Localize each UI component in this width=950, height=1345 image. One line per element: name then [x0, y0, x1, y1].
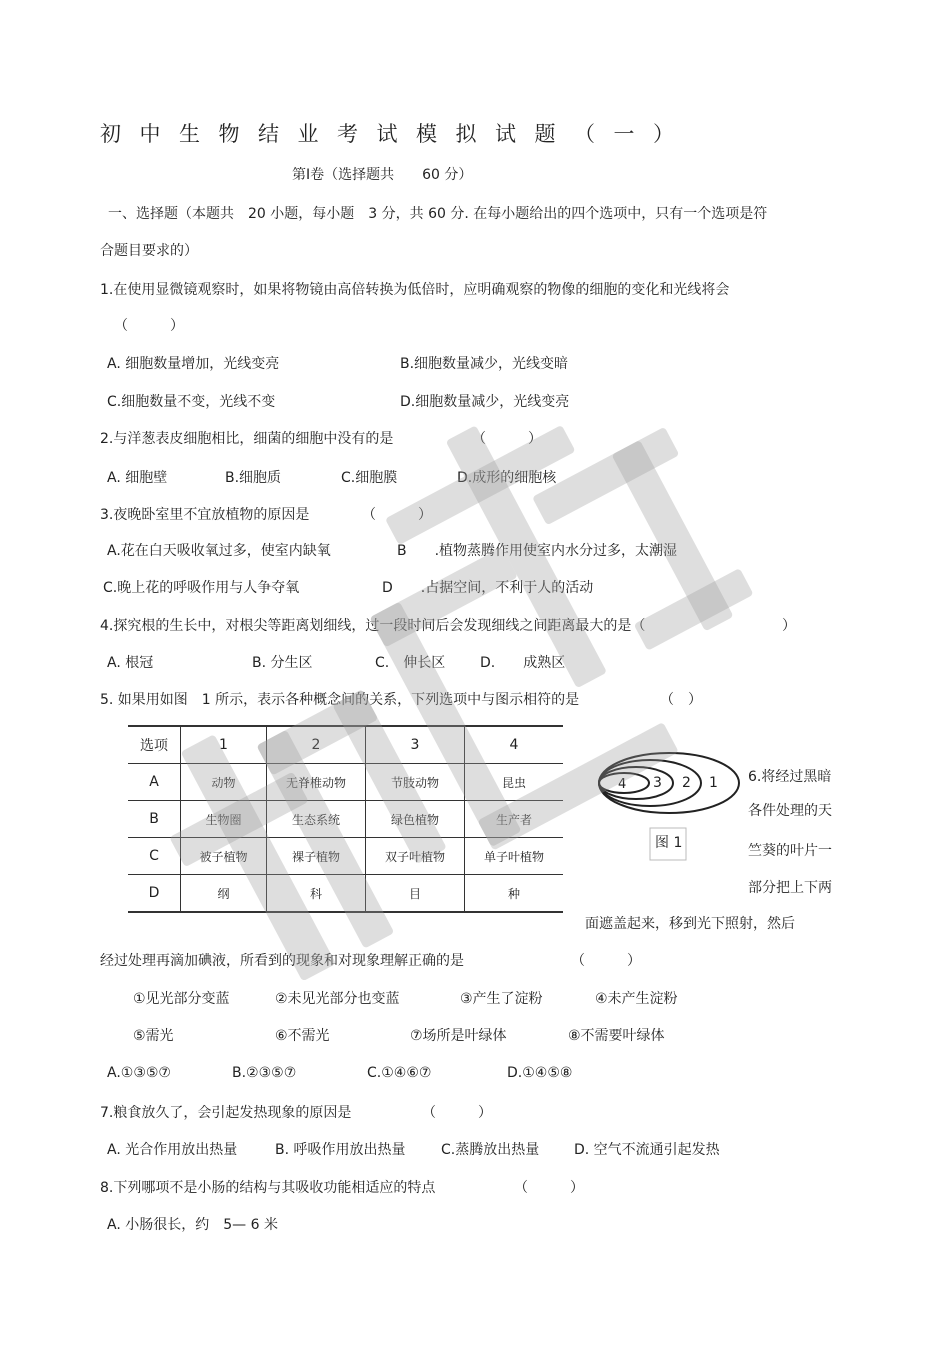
table-cell: 种: [465, 875, 564, 913]
q7-option-b: B. 呼吸作用放出热量: [275, 1142, 406, 1158]
q8-stem: 8.下列哪项不是小肠的结构与其吸收功能相适应的特点: [100, 1180, 436, 1196]
table-cell: 节肢动物: [366, 764, 465, 801]
concept-diagram: [598, 752, 740, 866]
q1-stem: 1.在使用显微镜观察时，如果将物镜由高倍转换为低倍时，应明确观察的物像的细胞的变化和光线将会: [100, 282, 730, 298]
q4-option-d: D. 成熟区: [480, 655, 566, 671]
q7-option-c: C.蒸腾放出热量: [441, 1142, 540, 1158]
q2-stem: 2.与洋葱表皮细胞相比，细菌的细胞中没有的是: [100, 431, 394, 447]
q6-statement-2: ②未见光部分也变蓝: [275, 991, 400, 1007]
q6-side-line-4: 部分把上下两: [748, 880, 832, 896]
q4-blank: ）: [782, 618, 796, 634]
table-row: [128, 764, 563, 801]
table-cell: 被子植物: [181, 838, 267, 875]
table-header-cell: 2: [267, 726, 366, 764]
table-header-cell: 1: [181, 726, 267, 764]
q6-statement-1: ①见光部分变蓝: [133, 991, 230, 1007]
q6-statement-3: ③产生了淀粉: [460, 991, 543, 1007]
diagram-label-4: 4: [618, 777, 627, 792]
q7-option-a: A. 光合作用放出热量: [107, 1142, 238, 1158]
table-cell: 科: [267, 875, 366, 913]
section-subtitle: 第Ⅰ卷（选择题共 60 分）: [292, 167, 473, 183]
q1-blank: （ ）: [114, 318, 184, 334]
table-header-cell: 3: [366, 726, 465, 764]
table-header-row: [128, 726, 563, 764]
q3-option-c: C.晚上花的呼吸作用与人争夺氧: [103, 580, 300, 596]
q4-stem: 4.探究根的生长中，对根尖等距离划细线，过一段时间后会发现细线之间距离最大的是（: [100, 618, 646, 634]
table-row: [128, 838, 563, 875]
q6-line-6: 经过处理再滴加碘液，所看到的现象和对现象理解正确的是: [100, 953, 464, 969]
q1-option-a: A. 细胞数量增加，光线变亮: [107, 356, 280, 372]
q7-blank: （ ）: [422, 1105, 492, 1121]
q1-option-d: D.细胞数量减少，光线变亮: [400, 394, 570, 410]
table-row: [128, 875, 563, 913]
q6-line-5: 面遮盖起来，移到光下照射，然后: [585, 916, 795, 932]
concept-table: [128, 725, 563, 913]
table-cell: 单子叶植物: [465, 838, 564, 875]
page-title: 初中生物结业考试模拟试题（一）: [100, 122, 693, 146]
table-cell: 昆虫: [465, 764, 564, 801]
q4-option-b: B. 分生区: [252, 655, 313, 671]
table-cell: 动物: [181, 764, 267, 801]
q8-blank: （ ）: [514, 1180, 584, 1196]
q6-statement-5: ⑤需光: [133, 1028, 174, 1044]
table-cell: C: [128, 838, 181, 875]
table-cell: B: [128, 801, 181, 838]
q6-statement-4: ④未产生淀粉: [595, 991, 678, 1007]
q6-side-line-3: 竺葵的叶片一: [748, 843, 832, 859]
q2-blank: （ ）: [472, 431, 542, 447]
table-cell: 无脊椎动物: [267, 764, 366, 801]
instructions-line-1: 一、选择题（本题共 20 小题，每小题 3 分，共 60 分. 在每小题给出的四个选项中，只有一个选项是符: [108, 206, 768, 222]
q6-statement-8: ⑧不需要叶绿体: [568, 1028, 665, 1044]
table-cell: 目: [366, 875, 465, 913]
table-header-cell: 选项: [128, 726, 181, 764]
q6-side-line-1: 6.将经过黑暗: [748, 769, 832, 785]
q8-option-a: A. 小肠很长，约 5— 6 米: [107, 1217, 278, 1233]
q3-stem: 3.夜晚卧室里不宜放植物的原因是: [100, 507, 310, 523]
q6-statement-7: ⑦场所是叶绿体: [410, 1028, 507, 1044]
q2-option-c: C.细胞膜: [341, 470, 398, 486]
figure-caption: 图 1: [655, 835, 683, 851]
table-cell: 纲: [181, 875, 267, 913]
table-header-cell: 4: [465, 726, 564, 764]
table-cell: 生物圈: [181, 801, 267, 838]
table-row: [128, 801, 563, 838]
table-cell: 双子叶植物: [366, 838, 465, 875]
q5-blank: （ ）: [660, 692, 702, 708]
table-cell: 裸子植物: [267, 838, 366, 875]
q2-option-b: B.细胞质: [225, 470, 282, 486]
diagram-label-1: 1: [709, 775, 718, 791]
q1-option-b: B.细胞数量减少，光线变暗: [400, 356, 569, 372]
q1-option-c: C.细胞数量不变，光线不变: [107, 394, 276, 410]
table-cell: D: [128, 875, 181, 913]
q3-option-a: A.花在白天吸收氧过多，使室内缺氧: [107, 543, 331, 559]
q7-option-d: D. 空气不流通引起发热: [574, 1142, 720, 1158]
q6-side-line-2: 各件处理的天: [748, 803, 832, 819]
q3-option-d: D .占据空间，不利于人的活动: [382, 580, 594, 596]
table-cell: 生产者: [465, 801, 564, 838]
q6-option-d: D.①④⑤⑧: [507, 1065, 573, 1081]
q3-blank: （ ）: [362, 507, 432, 523]
q6-blank: （ ）: [571, 953, 641, 969]
q6-option-a: A.①③⑤⑦: [107, 1065, 171, 1081]
instructions-line-2: 合题目要求的）: [100, 243, 198, 259]
diagram-label-2: 2: [682, 775, 691, 791]
q4-option-a: A. 根冠: [107, 655, 154, 671]
q5-stem: 5. 如果用如图 1 所示，表示各种概念间的关系，下列选项中与图示相符的是: [100, 692, 580, 708]
q7-stem: 7.粮食放久了，会引起发热现象的原因是: [100, 1105, 352, 1121]
q6-option-b: B.②③⑤⑦: [232, 1065, 297, 1081]
q2-option-a: A. 细胞壁: [107, 470, 168, 486]
table-cell: 绿色植物: [366, 801, 465, 838]
q6-statement-6: ⑥不需光: [275, 1028, 330, 1044]
table-cell: 生态系统: [267, 801, 366, 838]
q3-option-b: B .植物蒸腾作用使室内水分过多，太潮湿: [397, 543, 678, 559]
q2-option-d: D.成形的细胞核: [457, 470, 557, 486]
q4-option-c: C. 伸长区: [375, 655, 446, 671]
table-cell: A: [128, 764, 181, 801]
diagram-label-3: 3: [653, 775, 662, 791]
q6-option-c: C.①④⑥⑦: [367, 1065, 432, 1081]
